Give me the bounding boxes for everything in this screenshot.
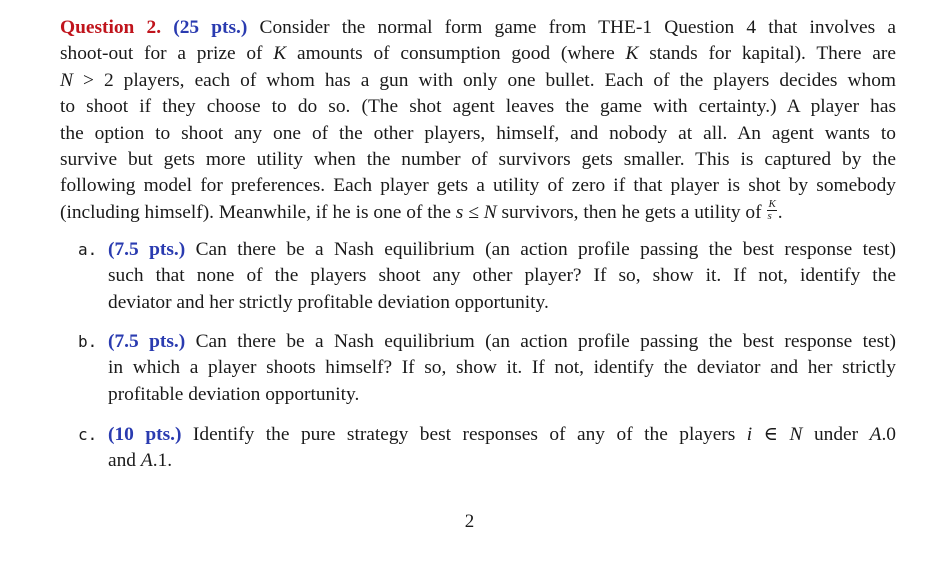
text: stands for kapital). There are (638, 43, 896, 65)
text: . (777, 201, 783, 223)
text: .1. (152, 450, 173, 472)
text: .0 (881, 424, 896, 445)
part-label: b. (78, 332, 98, 351)
question-line-7: following model for preferences. Each player gets a utility of zero if that player is shot by somebody (60, 175, 896, 197)
part-b-line-2: in which a player shoots himself? If so, show it. If not, identify the deviator and her strictly (108, 357, 896, 379)
part-a (60, 237, 896, 316)
question-line-8 (60, 197, 896, 226)
part-label: c. (78, 425, 98, 444)
fraction-numerator: K (768, 197, 776, 210)
page-number: 2 (464, 511, 475, 532)
text: amounts of consumption good (where (286, 43, 626, 65)
part-c (60, 422, 896, 475)
part-c-line-2 (108, 448, 896, 474)
text: and (108, 450, 141, 472)
part-points: (7.5 pts.) (108, 331, 186, 352)
part-b-line-3: profitable deviation opportunity. (108, 383, 360, 405)
text: under (802, 424, 870, 445)
text: Can there be a Nash equilibrium (an action profile passing the best response test) (185, 331, 897, 352)
question-label: Question 2. (60, 17, 162, 38)
fraction-denominator: s (767, 209, 772, 222)
text: Identify the pure strategy best responses of any of the players (181, 424, 747, 445)
question-line-4: to shoot if they choose to do so. (The shot agent leaves the game with certainty.) A player has (60, 96, 896, 118)
math-symbol: s (455, 201, 464, 223)
question-points: (25 pts.) (173, 17, 248, 38)
question-line-1 (60, 15, 896, 41)
text: ∈ (752, 424, 790, 445)
math-symbol: N (789, 424, 803, 445)
text: > 2 players, each of whom has a gun with only one bullet. Each of the players decides whom (72, 69, 896, 91)
part-points: (10 pts.) (108, 424, 182, 445)
math-symbol: N (60, 69, 73, 91)
question-block (60, 15, 896, 226)
question-line-2 (60, 41, 896, 67)
question-line-3 (60, 68, 896, 94)
text: Can there be a Nash equilibrium (an action profile passing the best response test) (185, 239, 897, 260)
part-c-line-1 (108, 422, 896, 448)
part-b-line-1 (108, 329, 896, 355)
part-a-line-3: deviator and her strictly profitable deviation opportunity. (108, 291, 549, 313)
math-symbol: A (869, 424, 882, 445)
math-symbol: K (625, 43, 639, 65)
part-a-line-1 (108, 237, 896, 263)
math-symbol: K (273, 43, 287, 65)
part-a-line-2: such that none of the players shoot any other player? If so, show it. If not, identify the (108, 265, 896, 287)
question-line-5: the option to shoot any one of the other players, himself, and nobody at all. An agent wants to (60, 122, 896, 144)
text: (including himself). Meanwhile, if he is one of the (60, 201, 456, 223)
math-symbol: A (140, 450, 153, 472)
part-label: a. (78, 240, 98, 259)
text: shoot-out for a prize of (60, 43, 274, 65)
question-line-6: survive but gets more utility when the number of survivors gets smaller. This is captured by the (60, 149, 896, 171)
text: ≤ (463, 201, 484, 223)
part-b (60, 329, 896, 408)
math-symbol: i (746, 424, 753, 445)
math-symbol: N (483, 201, 497, 223)
text: survivors, then he gets a utility of (496, 201, 767, 223)
fraction-k-over-s (767, 199, 776, 222)
text: Consider the normal form game from THE-1 Question 4 that involves a (259, 17, 896, 38)
part-points: (7.5 pts.) (108, 239, 186, 260)
